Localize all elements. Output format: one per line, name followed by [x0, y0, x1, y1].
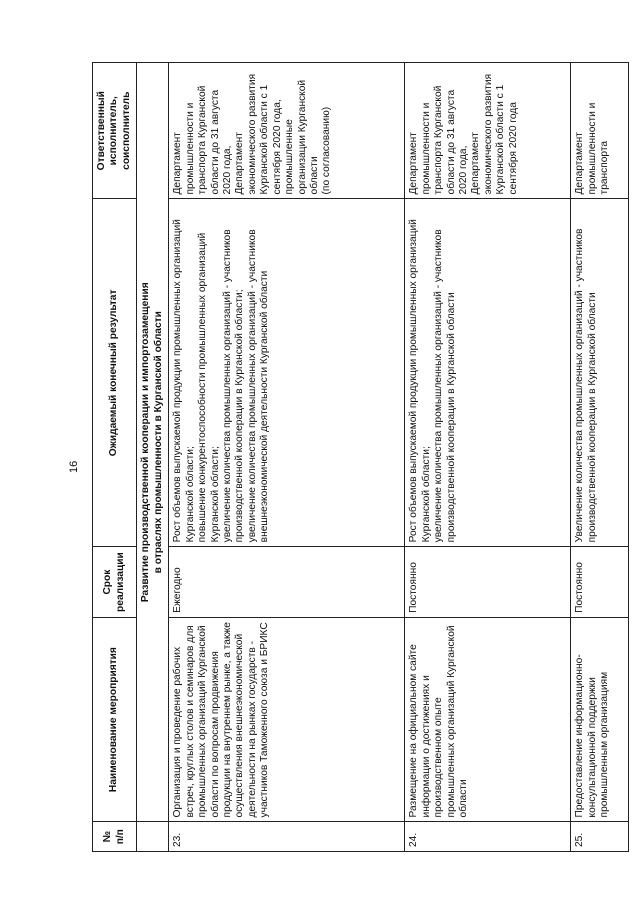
row-term: Постоянно: [571, 547, 629, 617]
measures-table: [92, 62, 629, 852]
row-responsible: Департамент промышленности и транспорта Курганской области до 31 августа 2020 года, Департамент экономического развития Курганской области с 1 сентября 2020 года: [405, 63, 571, 199]
rotated-page: [68, 62, 612, 852]
row-term: Ежегодно: [169, 547, 405, 617]
row-name: Предоставление информационно-консультационной поддержки промышленным организациям: [571, 617, 629, 822]
header-term: Срок реализации: [93, 547, 137, 617]
header-num: № п/п: [93, 822, 137, 852]
row-term: Постоянно: [405, 547, 571, 617]
row-name: Размещение на официальном сайте информации о достижениях и производственном опыте промышленных организаций Курганской области: [405, 617, 571, 822]
row-responsible: Департамент промышленности и транспорта: [571, 63, 629, 199]
row-result: Рост объемов выпускаемой продукции промышленных организаций Курганской области; увеличение количества промышленных организаций - участников производственной кооперации в Курганской области: [405, 199, 571, 547]
row-result: Рост объемов выпускаемой продукции промышленных организаций Курганской области; повышение конкурентоспособности промышленных организаций Курганской области; увеличение количества промышленных организаций - участников производственной кооперации в Курганской области; увеличение количества промышленных организаций - участников внешнеэкономической деятельности Курганской области: [169, 199, 405, 547]
section-empty-cell: [137, 822, 169, 852]
section-row: [137, 63, 169, 852]
row-num: 25.: [571, 822, 629, 852]
table-row: [571, 63, 629, 852]
row-num: 23.: [169, 822, 405, 852]
header-responsible: Ответственный исполнитель, соисполнитель: [93, 63, 137, 199]
row-responsible: Департамент промышленности и транспорта Курганской области до 31 августа 2020 года, Департамент экономического развития Курганской области с 1 сентября 2020 года, промышленные организации Курганской области (по согласованию): [169, 63, 405, 199]
header-name: Наименование мероприятия: [93, 617, 137, 822]
table-row: [169, 63, 405, 852]
row-result: Увеличение количества промышленных организаций - участников производственной кооперации в Курганской области: [571, 199, 629, 547]
section-title: Развитие производственной кооперации и импортозамещения в отраслях промышленности в Курганской области: [137, 63, 169, 822]
row-name: Организация и проведение рабочих встреч, круглых столов и семинаров для промышленных организаций Курганской области по вопросам продвижения продукции на внутреннем рынке, а также осуществления внешнеэкономической деятельности на рынках государств - участников Таможенного союза и БРИКС: [169, 617, 405, 822]
row-num: 24.: [405, 822, 571, 852]
table-row: [405, 63, 571, 852]
page-number: 16: [68, 460, 80, 473]
table-header-row: [93, 63, 137, 852]
header-result: Ожидаемый конечный результат: [93, 199, 137, 547]
